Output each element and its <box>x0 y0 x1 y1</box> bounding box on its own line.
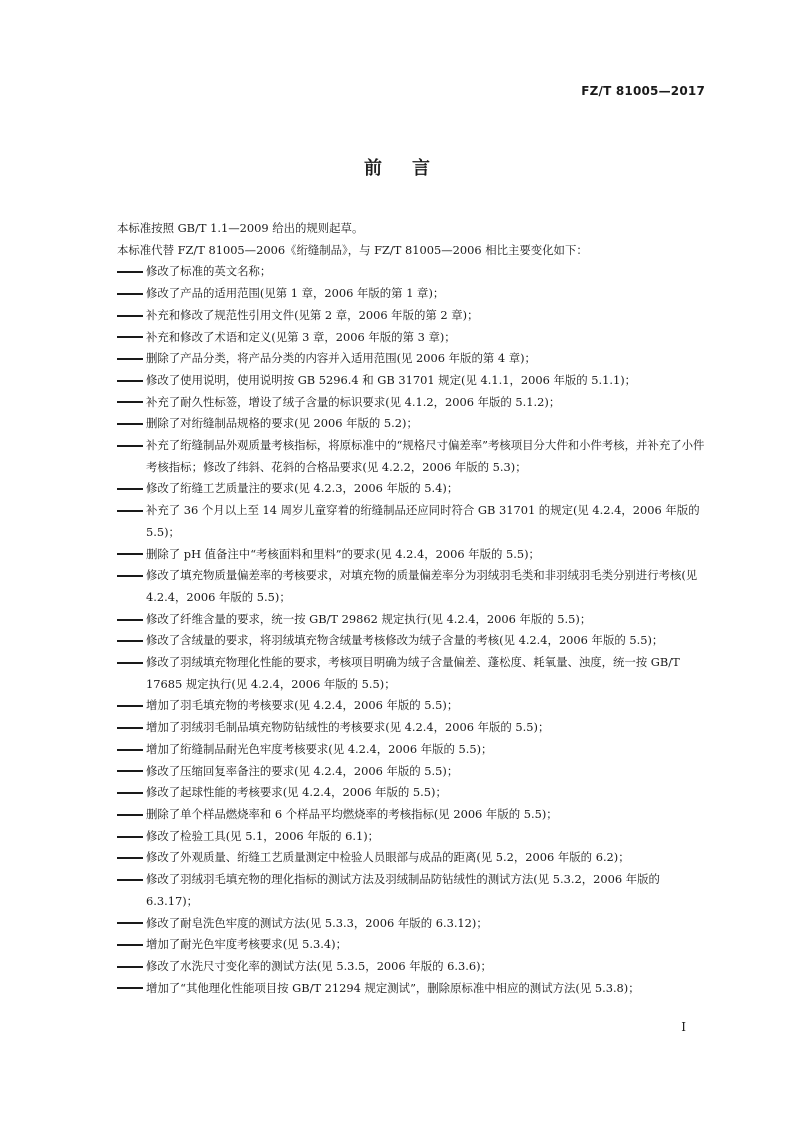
change-list-item <box>117 956 709 978</box>
change-list-item-text: 删除了单个样品燃烧率和 6 个样品平均燃烧率的考核指标(见 2006 年版的 5.5)； <box>146 806 558 821</box>
page-number: I <box>681 1020 686 1034</box>
em-dash-marker <box>117 782 146 804</box>
change-list-item <box>117 435 709 478</box>
em-dash-marker <box>117 392 146 414</box>
change-list-item-text: 修改了羽绒羽毛填充物的理化指标的测试方法及羽绒制品防钻绒性的测试方法(见 5.3.2，2006 年版的 6.3.17)； <box>146 872 660 908</box>
em-dash-marker <box>117 978 146 1000</box>
em-dash-marker <box>117 695 146 717</box>
change-list-item <box>117 717 709 739</box>
em-dash-marker <box>117 261 146 283</box>
em-dash-marker <box>117 652 146 674</box>
standard-code: FZ/T 81005—2017 <box>581 84 705 98</box>
change-list-item <box>117 327 709 349</box>
em-dash-marker <box>117 283 146 305</box>
change-list-item-text: 修改了产品的适用范围(见第 1 章，2006 年版的第 1 章)； <box>146 286 445 301</box>
em-dash-marker <box>117 544 146 566</box>
em-dash-marker <box>117 630 146 652</box>
change-list-item <box>117 826 709 848</box>
change-list-item-text: 补充了耐久性标签，增设了绒子含量的标识要求(见 4.1.2，2006 年版的 5.1.2)； <box>146 394 561 409</box>
em-dash-marker <box>117 804 146 826</box>
change-list-item <box>117 348 709 370</box>
change-list <box>117 261 709 999</box>
change-list-item-text: 修改了压缩回复率备注的要求(见 4.2.4，2006 年版的 5.5)； <box>146 763 459 778</box>
change-list-item-text: 补充了绗缝制品外观质量考核指标，将原标准中的“规格尺寸偏差率”考核项目分大件和小件考核，并补充了小件考核指标；修改了纬斜、花斜的合格品要求(见 4.2.2，2006 年版的 5.3)； <box>146 438 705 474</box>
em-dash-marker <box>117 478 146 500</box>
em-dash-marker <box>117 327 146 349</box>
change-list-item-text: 修改了含绒量的要求，将羽绒填充物含绒量考核修改为绒子含量的考核(见 4.2.4，2006 年版的 5.5)； <box>146 633 664 648</box>
em-dash-marker <box>117 348 146 370</box>
em-dash-marker <box>117 500 146 522</box>
change-list-item-text: 修改了绗缝工艺质量注的要求(见 4.2.3，2006 年版的 5.4)； <box>146 481 459 496</box>
em-dash-marker <box>117 565 146 587</box>
change-list-item <box>117 305 709 327</box>
change-list-item <box>117 261 709 283</box>
change-list-item <box>117 565 709 608</box>
em-dash-marker <box>117 869 146 891</box>
change-list-item-text: 修改了检验工具(见 5.1，2006 年版的 6.1)； <box>146 828 380 843</box>
page-title: 前言 <box>364 158 460 179</box>
change-list-item-text: 增加了羽毛填充物的考核要求(见 4.2.4，2006 年版的 5.5)； <box>146 698 459 713</box>
change-list-item <box>117 869 709 912</box>
change-list-item-text: 修改了外观质量、绗缝工艺质量测定中检验人员眼部与成品的距离(见 5.2，2006 年版的 6.2)； <box>146 850 630 865</box>
em-dash-marker <box>117 826 146 848</box>
change-list-item <box>117 544 709 566</box>
change-list-item <box>117 695 709 717</box>
change-list-item <box>117 934 709 956</box>
change-list-item <box>117 761 709 783</box>
change-list-item <box>117 370 709 392</box>
change-list-item <box>117 500 709 543</box>
change-list-item <box>117 478 709 500</box>
em-dash-marker <box>117 956 146 978</box>
change-list-item-text: 删除了产品分类，将产品分类的内容并入适用范围(见 2006 年版的第 4 章)； <box>146 351 536 366</box>
change-list-item <box>117 782 709 804</box>
change-list-item-text: 修改了纤维含量的要求，统一按 GB/T 29862 规定执行(见 4.2.4，2006 年版的 5.5)； <box>146 611 592 626</box>
change-list-item <box>117 630 709 652</box>
em-dash-marker <box>117 717 146 739</box>
change-list-item-text: 修改了标准的英文名称； <box>146 264 272 279</box>
em-dash-marker <box>117 305 146 327</box>
em-dash-marker <box>117 847 146 869</box>
change-list-item-text: 补充和修改了规范性引用文件(见第 2 章，2006 年版的第 2 章)； <box>146 307 479 322</box>
change-list-item-text: 补充了 36 个月以上至 14 周岁儿童穿着的绗缝制品还应同时符合 GB 31701 的规定(见 4.2.4，2006 年版的 5.5)； <box>146 503 700 539</box>
change-list-item-text: 补充和修改了术语和定义(见第 3 章，2006 年版的第 3 章)； <box>146 329 456 344</box>
change-list-item <box>117 739 709 761</box>
em-dash-marker <box>117 435 146 457</box>
change-list-item <box>117 978 709 1000</box>
intro-paragraph: 本标准代替 FZ/T 81005—2006《绗缝制品》，与 FZ/T 81005—2006 相比主要变化如下： <box>117 242 588 257</box>
change-list-item-text: 修改了使用说明，使用说明按 GB 5296.4 和 GB 31701 规定(见 4.1.1，2006 年版的 5.1.1)； <box>146 372 637 387</box>
em-dash-marker <box>117 934 146 956</box>
preface-body <box>117 218 709 999</box>
em-dash-marker <box>117 413 146 435</box>
change-list-item <box>117 413 709 435</box>
change-list-item <box>117 804 709 826</box>
em-dash-marker <box>117 761 146 783</box>
change-list-item-text: 修改了起球性能的考核要求(见 4.2.4，2006 年版的 5.5)； <box>146 785 447 800</box>
change-list-item <box>117 609 709 631</box>
change-list-item <box>117 652 709 695</box>
em-dash-marker <box>117 913 146 935</box>
change-list-item <box>117 847 709 869</box>
change-list-item-text: 修改了填充物质量偏差率的考核要求，对填充物的质量偏差率分为羽绒羽毛类和非羽绒羽毛类分别进行考核(见 4.2.4，2006 年版的 5.5)； <box>146 568 698 604</box>
change-list-item-text: 修改了羽绒填充物理化性能的要求，考核项目明确为绒子含量偏差、蓬松度、耗氧量、浊度，统一按 GB/T 17685 规定执行(见 4.2.4，2006 年版的 5.5)； <box>146 655 680 691</box>
change-list-item-text: 删除了 pH 值备注中“考核面料和里料”的要求(见 4.2.4，2006 年版的 5.5)； <box>146 546 540 561</box>
change-list-item <box>117 283 709 305</box>
em-dash-marker <box>117 370 146 392</box>
change-list-item <box>117 392 709 414</box>
change-list-item-text: 增加了羽绒羽毛制品填充物防钻绒性的考核要求(见 4.2.4，2006 年版的 5.5)； <box>146 720 550 735</box>
change-list-item-text: 增加了耐光色牢度考核要求(见 5.3.4)； <box>146 937 347 952</box>
change-list-item-text: 修改了水洗尺寸变化率的测试方法(见 5.3.5，2006 年版的 6.3.6)； <box>146 958 492 973</box>
change-list-item-text: 修改了耐皂洗色牢度的测试方法(见 5.3.3，2006 年版的 6.3.12)； <box>146 915 488 930</box>
change-list-item-text: 增加了“其他理化性能项目按 GB/T 21294 规定测试”，删除原标准中相应的测试方法(见 5.3.8)； <box>146 980 640 995</box>
change-list-item <box>117 913 709 935</box>
intro-paragraph: 本标准按照 GB/T 1.1—2009 给出的规则起草。 <box>117 221 364 235</box>
change-list-item-text: 增加了绗缝制品耐光色牢度考核要求(见 4.2.4，2006 年版的 5.5)； <box>146 741 493 756</box>
em-dash-marker <box>117 739 146 761</box>
change-list-item-text: 删除了对绗缝制品规格的要求(见 2006 年版的 5.2)； <box>146 416 418 431</box>
em-dash-marker <box>117 609 146 631</box>
